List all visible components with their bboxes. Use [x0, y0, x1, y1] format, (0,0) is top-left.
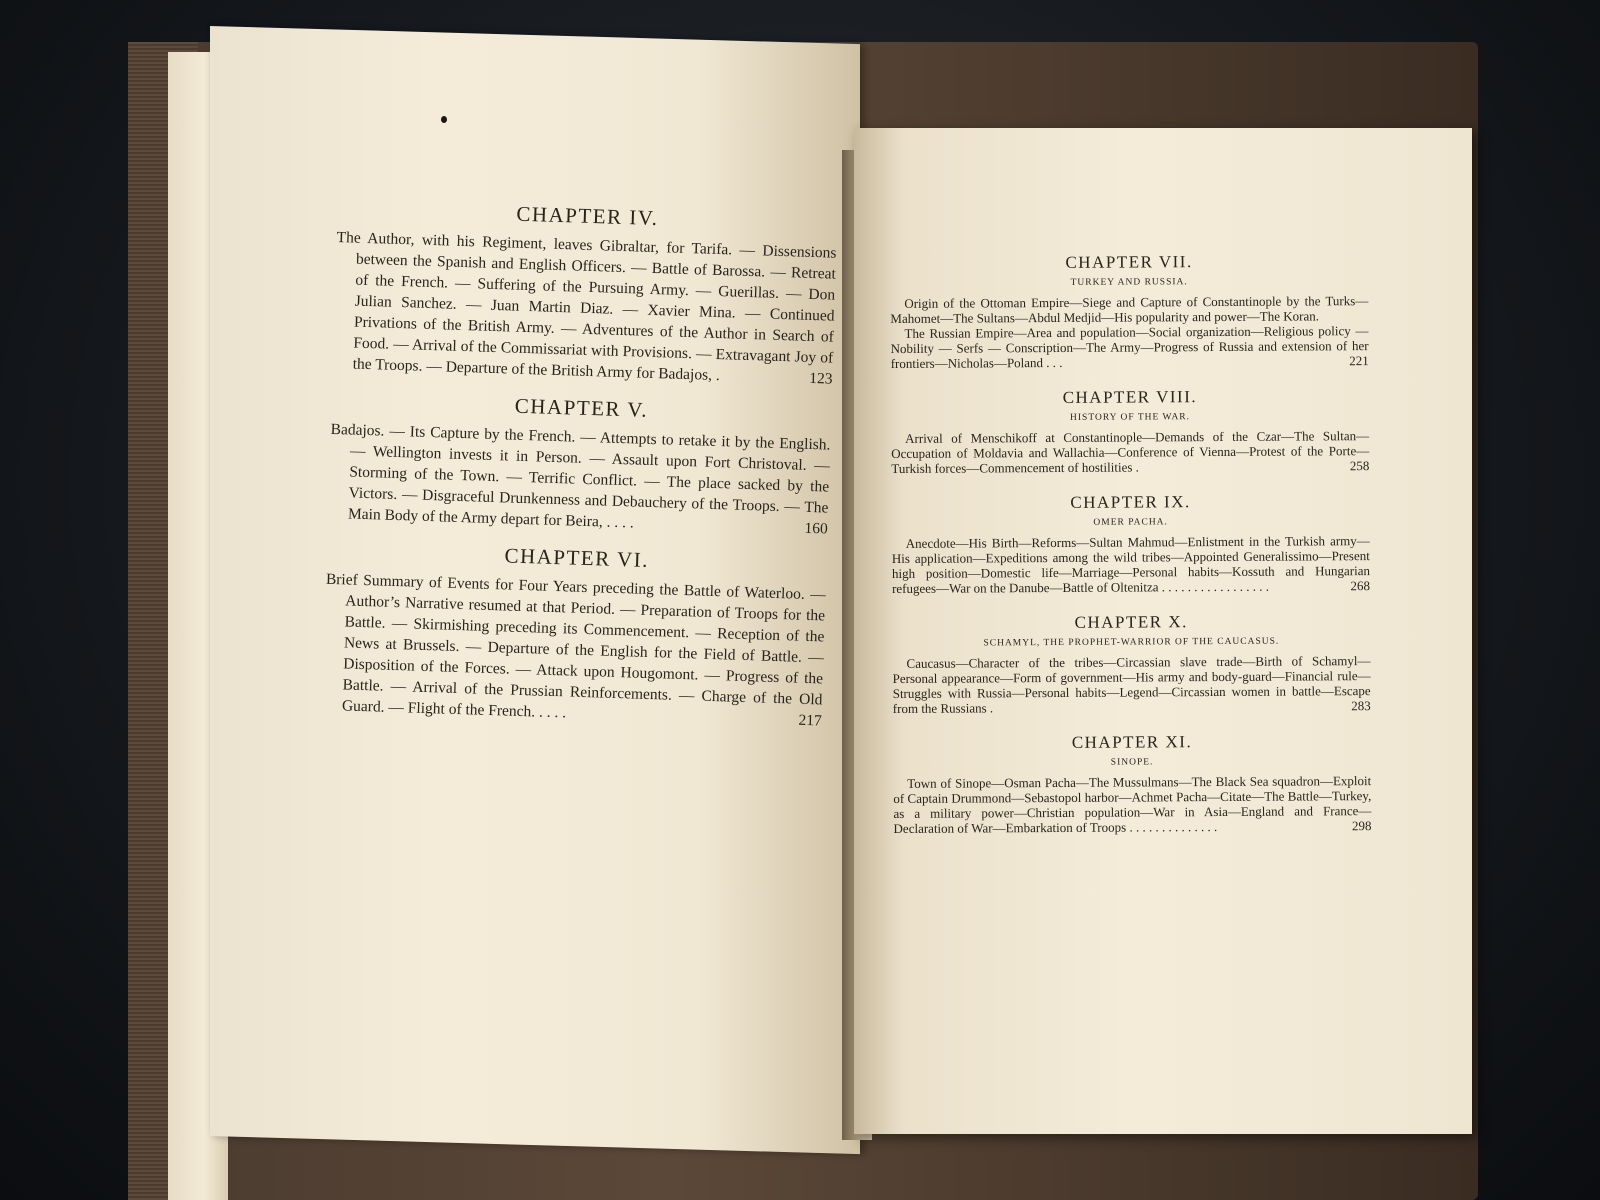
- page-number: 221: [1349, 353, 1369, 369]
- chapter-entry: [891, 386, 1370, 476]
- page-number: 268: [1350, 578, 1371, 594]
- chapter-heading: CHAPTER IX.: [1070, 492, 1191, 512]
- chapter-summary: [892, 653, 1370, 716]
- chapter-entry: [890, 251, 1369, 371]
- chapter-summary: [892, 533, 1370, 596]
- right-page-contents: [890, 251, 1372, 854]
- chapter-summary: [332, 227, 836, 390]
- page-number: 123: [808, 369, 833, 388]
- chapter-heading: CHAPTER VII.: [1065, 252, 1193, 272]
- summary-text: Origin of the Ottoman Empire—Siege and Capture of Constantinople by the Turks—Mahomet—The Sultans—Abdul Medjid—His popularity and power—The Koran.: [890, 293, 1369, 326]
- page-number: 258: [1349, 458, 1370, 474]
- page-number: 283: [1351, 698, 1371, 714]
- chapter-heading: CHAPTER XI.: [1071, 732, 1193, 752]
- summary-text-2-content: The Russian Empire—Area and population—Social organization—Religious policy — Nobility — Serfs — Conscription—The Army—Progress of Russia and extension of her frontiers—Nicholas—Poland . . .: [890, 323, 1369, 371]
- chapter-summary: [891, 428, 1369, 476]
- summary-text: Arrival of Menschikoff at Constantinople—Demands of the Czar—The Sultan—Occupation of Moldavia and Wallachia—Conference of Vienna—Protest of the Porte—Turkish forces—Commencement of hostilities .: [891, 428, 1370, 476]
- chapter-entry: [891, 491, 1370, 596]
- page-number: 217: [798, 711, 823, 730]
- chapter-heading: CHAPTER IV.: [516, 201, 659, 231]
- summary-text: Caucasus—Character of the tribes—Circassian slave trade—Birth of Schamyl—Personal appearance—Form of government—His army and body-guard—Financial rule—Struggles with Russia—Personal habits—Legend—Circassian women in battle—Escape from the Russians .: [892, 653, 1371, 716]
- summary-text-2: [890, 323, 1368, 371]
- chapter-entry: [332, 196, 837, 390]
- chapter-subtitle: SCHAMYL, THE PROPHET-WARRIOR OF THE CAUCASUS.: [983, 636, 1280, 649]
- chapter-subtitle: SINOPE.: [1110, 757, 1154, 768]
- chapter-entry: [893, 731, 1372, 836]
- ink-speck: [441, 116, 447, 123]
- chapter-heading: CHAPTER VIII.: [1062, 387, 1198, 407]
- page-number: 298: [1351, 818, 1372, 834]
- chapter-entry: [322, 538, 827, 732]
- summary-text: The Author, with his Regiment, leaves Gibraltar, for Tarifa. — Dissensions between the Spanish and English Officers. — Battle of Barossa. — Retreat of the French. — Suffering of the Pursuing Army. — Guerillas. — Don Julian Sanchez. — Juan Martin Diaz. — Xavier Mina. — Continued Privations of the British Army. — Adventures of the Author in Search of Food. — Arrival of the Commissariat with Provisions. — Extravagant Joy of the Troops. — Departure of the British Army for Badajos, .: [336, 228, 837, 385]
- summary-text: Brief Summary of Events for Four Years preceding the Battle of Waterloo. — Author’s Narrative resumed at that Period. — Preparation of Troops for the Battle. — Skirmishing preceding its Commencement. — Reception of the News at Brussels. — Departure of the English for the Field of Battle. — Disposition of the Forces. — Attack upon Hougomont. — Progress of the Battle. — Arrival of the Prussian Reinforcements. — Charge of the Old Guard. — Flight of the French. . . . .: [325, 570, 826, 722]
- page-number: 160: [804, 519, 829, 538]
- chapter-subtitle: OMER PACHA.: [1093, 517, 1168, 528]
- summary-text: Anecdote—His Birth—Reforms—Sultan Mahmud—Enlistment in the Turkish army—His application—Expeditions among the wild tribes—Appointed Generalissimo—Present high position—Domestic life—Marriage—Personal habits—Kossuth and Hungarian refugees—War on the Danube—Battle of Oltenitza . . . . . . . . . . . . . . . . .: [891, 533, 1370, 596]
- chapter-heading: CHAPTER VI.: [504, 543, 650, 572]
- summary-text: Badajos. — Its Capture by the French. — Attempts to retake it by the English. — Wellington invests it in Person. — Assault upon Fort Christoval. — Storming of the Town. — Terrific Conflict. — The place sacked by the Victors. — Disgraceful Drunkenness and Debauchery of the Troops. — The Main Body of the Army depart for Beira, . . . .: [330, 420, 831, 532]
- chapter-subtitle: HISTORY OF THE WAR.: [1069, 412, 1191, 423]
- summary-text: Town of Sinope—Osman Pacha—The Mussulmans—The Black Sea squadron—Exploit of Captain Drummond—Sebastopol harbor—Achmet Pacha—Citate—The Battle—Turkey, as a military power—Christian population—War in Asia—England and France—Declaration of War—Embarkation of Troops . . . . . . . . . . . . . .: [893, 773, 1372, 836]
- left-page-contents: [321, 196, 838, 745]
- chapter-summary: [893, 773, 1371, 836]
- chapter-entry: [892, 611, 1371, 716]
- chapter-subtitle: TURKEY AND RUSSIA.: [1070, 277, 1188, 288]
- chapter-heading: CHAPTER X.: [1074, 612, 1188, 632]
- chapter-summary: [328, 419, 831, 540]
- chapter-heading: CHAPTER V.: [514, 393, 649, 422]
- chapter-summary: [890, 293, 1368, 371]
- chapter-summary: [322, 569, 826, 732]
- chapter-entry: [328, 388, 832, 540]
